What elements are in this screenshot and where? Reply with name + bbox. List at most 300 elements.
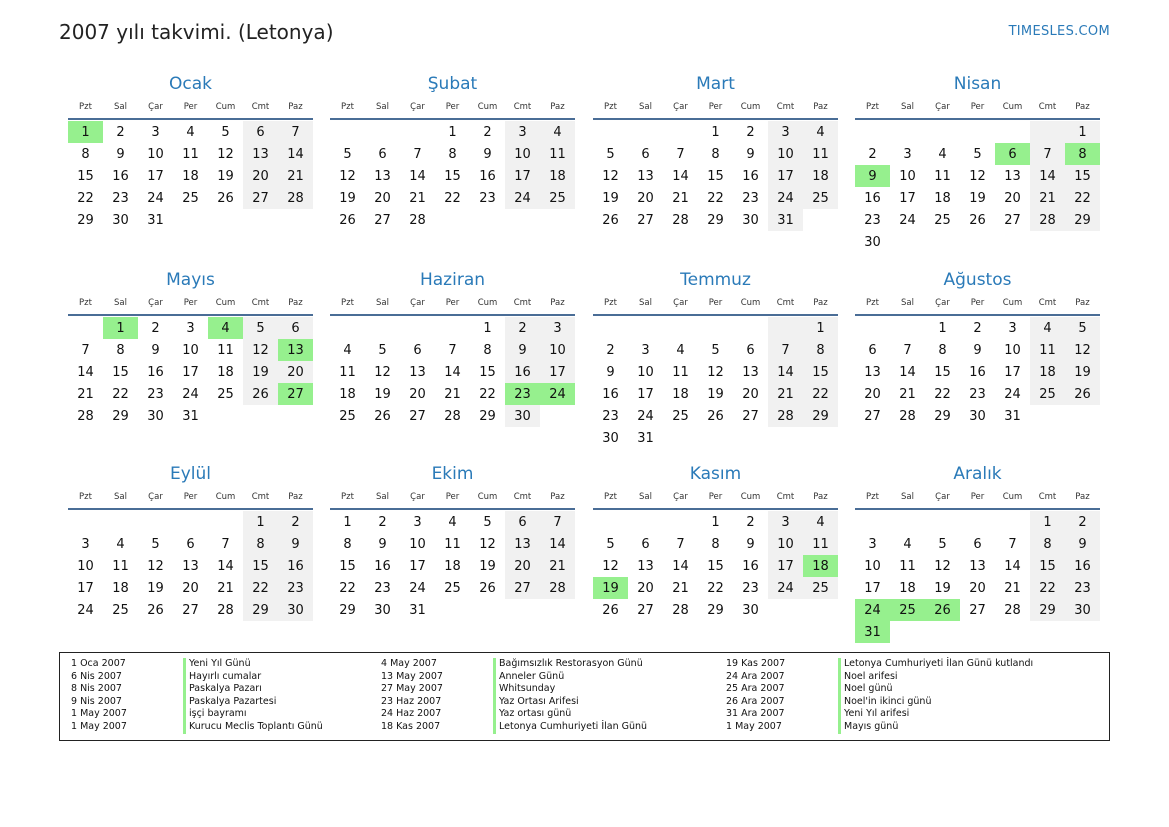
- day-cell[interactable]: 25: [803, 577, 838, 599]
- day-cell[interactable]: 5: [606, 146, 615, 162]
- day-cell[interactable]: 5: [378, 342, 387, 358]
- day-cell[interactable]: 24: [182, 386, 199, 402]
- day-cell[interactable]: 2: [746, 514, 755, 530]
- day-cell[interactable]: 25: [803, 187, 838, 209]
- day-cell[interactable]: 18: [803, 555, 838, 577]
- day-cell[interactable]: 21: [1030, 187, 1065, 209]
- day-cell[interactable]: 5: [151, 536, 160, 552]
- day-cell[interactable]: 11: [339, 364, 356, 380]
- day-cell[interactable]: 31: [768, 209, 803, 231]
- day-cell[interactable]: 30: [112, 212, 129, 228]
- day-cell[interactable]: 16: [374, 558, 391, 574]
- day-cell[interactable]: 17: [505, 165, 540, 187]
- day-cell[interactable]: 7: [278, 121, 313, 143]
- day-cell[interactable]: 3: [505, 121, 540, 143]
- day-cell[interactable]: 16: [278, 555, 313, 577]
- day-cell[interactable]: 10: [182, 342, 199, 358]
- day-cell[interactable]: 17: [182, 364, 199, 380]
- day-cell[interactable]: 17: [768, 555, 803, 577]
- day-cell[interactable]: 21: [672, 580, 689, 596]
- day-cell[interactable]: 26: [339, 212, 356, 228]
- day-cell[interactable]: 20: [742, 386, 759, 402]
- day-cell[interactable]: 31: [147, 212, 164, 228]
- day-cell[interactable]: 21: [899, 386, 916, 402]
- day-cell[interactable]: 6: [378, 146, 387, 162]
- day-cell[interactable]: 22: [77, 190, 94, 206]
- day-cell[interactable]: 4: [903, 536, 912, 552]
- day-cell[interactable]: 30: [1065, 599, 1100, 621]
- day-cell[interactable]: 2: [868, 146, 877, 162]
- day-cell[interactable]: 29: [112, 408, 129, 424]
- day-cell[interactable]: 12: [374, 364, 391, 380]
- day-cell[interactable]: 18: [672, 386, 689, 402]
- day-cell[interactable]: 17: [147, 168, 164, 184]
- day-cell[interactable]: 7: [903, 342, 912, 358]
- day-cell[interactable]: 26: [707, 408, 724, 424]
- day-cell[interactable]: 29: [77, 212, 94, 228]
- day-cell[interactable]: 19: [243, 361, 278, 383]
- day-cell[interactable]: 1: [103, 317, 138, 339]
- day-cell[interactable]: 20: [505, 555, 540, 577]
- day-cell[interactable]: 31: [1004, 408, 1021, 424]
- day-cell[interactable]: 18: [540, 165, 575, 187]
- day-cell[interactable]: 17: [899, 190, 916, 206]
- day-cell[interactable]: 18: [112, 580, 129, 596]
- day-cell[interactable]: 8: [483, 342, 492, 358]
- day-cell[interactable]: 29: [1030, 599, 1065, 621]
- day-cell[interactable]: 26: [602, 602, 619, 618]
- day-cell[interactable]: 23: [742, 190, 759, 206]
- day-cell[interactable]: 28: [409, 212, 426, 228]
- day-cell[interactable]: 6: [746, 342, 755, 358]
- day-cell[interactable]: 1: [343, 514, 352, 530]
- day-cell[interactable]: 14: [768, 361, 803, 383]
- day-cell[interactable]: 16: [969, 364, 986, 380]
- day-cell[interactable]: 19: [934, 580, 951, 596]
- day-cell[interactable]: 25: [112, 602, 129, 618]
- day-cell[interactable]: 7: [448, 342, 457, 358]
- day-cell[interactable]: 5: [343, 146, 352, 162]
- day-cell[interactable]: 15: [803, 361, 838, 383]
- day-cell[interactable]: 17: [864, 580, 881, 596]
- day-cell[interactable]: 21: [540, 555, 575, 577]
- day-cell[interactable]: 27: [864, 408, 881, 424]
- day-cell[interactable]: 29: [479, 408, 496, 424]
- day-cell[interactable]: 3: [768, 511, 803, 533]
- day-cell[interactable]: 5: [973, 146, 982, 162]
- day-cell[interactable]: 7: [413, 146, 422, 162]
- day-cell[interactable]: 21: [444, 386, 461, 402]
- day-cell[interactable]: 19: [479, 558, 496, 574]
- day-cell[interactable]: 10: [409, 536, 426, 552]
- day-cell[interactable]: 8: [938, 342, 947, 358]
- day-cell[interactable]: 14: [899, 364, 916, 380]
- day-cell[interactable]: 31: [182, 408, 199, 424]
- day-cell[interactable]: 4: [448, 514, 457, 530]
- day-cell[interactable]: 9: [483, 146, 492, 162]
- day-cell[interactable]: 8: [343, 536, 352, 552]
- day-cell[interactable]: 6: [868, 342, 877, 358]
- day-cell[interactable]: 11: [444, 536, 461, 552]
- day-cell[interactable]: 29: [803, 405, 838, 427]
- day-cell[interactable]: 16: [112, 168, 129, 184]
- day-cell[interactable]: 19: [602, 190, 619, 206]
- day-cell[interactable]: 13: [278, 339, 313, 361]
- day-cell[interactable]: 6: [995, 143, 1030, 165]
- day-cell[interactable]: 27: [243, 187, 278, 209]
- day-cell[interactable]: 12: [243, 339, 278, 361]
- day-cell[interactable]: 27: [1004, 212, 1021, 228]
- day-cell[interactable]: 28: [1004, 602, 1021, 618]
- day-cell[interactable]: 12: [602, 558, 619, 574]
- day-cell[interactable]: 28: [444, 408, 461, 424]
- day-cell[interactable]: 31: [855, 621, 890, 643]
- day-cell[interactable]: 3: [540, 317, 575, 339]
- day-cell[interactable]: 27: [505, 577, 540, 599]
- day-cell[interactable]: 15: [444, 168, 461, 184]
- day-cell[interactable]: 10: [147, 146, 164, 162]
- day-cell[interactable]: 4: [186, 124, 195, 140]
- day-cell[interactable]: 16: [1065, 555, 1100, 577]
- day-cell[interactable]: 15: [934, 364, 951, 380]
- day-cell[interactable]: 18: [899, 580, 916, 596]
- day-cell[interactable]: 13: [243, 143, 278, 165]
- day-cell[interactable]: 8: [711, 536, 720, 552]
- day-cell[interactable]: 25: [672, 408, 689, 424]
- day-cell[interactable]: 27: [742, 408, 759, 424]
- day-cell[interactable]: 25: [934, 212, 951, 228]
- day-cell[interactable]: 30: [969, 408, 986, 424]
- day-cell[interactable]: 2: [746, 124, 755, 140]
- day-cell[interactable]: 19: [969, 190, 986, 206]
- day-cell[interactable]: 9: [746, 146, 755, 162]
- day-cell[interactable]: 3: [903, 146, 912, 162]
- day-cell[interactable]: 14: [672, 558, 689, 574]
- day-cell[interactable]: 27: [969, 602, 986, 618]
- day-cell[interactable]: 15: [339, 558, 356, 574]
- day-cell[interactable]: 4: [938, 146, 947, 162]
- day-cell[interactable]: 8: [711, 146, 720, 162]
- day-cell[interactable]: 25: [1030, 383, 1065, 405]
- day-cell[interactable]: 1: [483, 320, 492, 336]
- day-cell[interactable]: 30: [505, 405, 540, 427]
- day-cell[interactable]: 3: [413, 514, 422, 530]
- day-cell[interactable]: 1: [1065, 121, 1100, 143]
- day-cell[interactable]: 14: [672, 168, 689, 184]
- day-cell[interactable]: 22: [1065, 187, 1100, 209]
- day-cell[interactable]: 13: [864, 364, 881, 380]
- day-cell[interactable]: 13: [409, 364, 426, 380]
- day-cell[interactable]: 16: [742, 168, 759, 184]
- day-cell[interactable]: 20: [637, 190, 654, 206]
- day-cell[interactable]: 27: [278, 383, 313, 405]
- day-cell[interactable]: 11: [672, 364, 689, 380]
- day-cell[interactable]: 27: [637, 212, 654, 228]
- day-cell[interactable]: 20: [1004, 190, 1021, 206]
- day-cell[interactable]: 5: [243, 317, 278, 339]
- day-cell[interactable]: 3: [641, 342, 650, 358]
- day-cell[interactable]: 17: [768, 165, 803, 187]
- day-cell[interactable]: 4: [540, 121, 575, 143]
- day-cell[interactable]: 20: [637, 580, 654, 596]
- day-cell[interactable]: 26: [479, 580, 496, 596]
- day-cell[interactable]: 18: [182, 168, 199, 184]
- day-cell[interactable]: 16: [479, 168, 496, 184]
- day-cell[interactable]: 9: [505, 339, 540, 361]
- day-cell[interactable]: 19: [217, 168, 234, 184]
- day-cell[interactable]: 11: [217, 342, 234, 358]
- day-cell[interactable]: 29: [707, 212, 724, 228]
- day-cell[interactable]: 29: [1065, 209, 1100, 231]
- day-cell[interactable]: 20: [278, 361, 313, 383]
- day-cell[interactable]: 4: [803, 511, 838, 533]
- day-cell[interactable]: 21: [77, 386, 94, 402]
- day-cell[interactable]: 27: [374, 212, 391, 228]
- day-cell[interactable]: 26: [969, 212, 986, 228]
- day-cell[interactable]: 28: [217, 602, 234, 618]
- day-cell[interactable]: 25: [540, 187, 575, 209]
- day-cell[interactable]: 28: [768, 405, 803, 427]
- day-cell[interactable]: 30: [147, 408, 164, 424]
- day-cell[interactable]: 4: [116, 536, 125, 552]
- day-cell[interactable]: 11: [803, 533, 838, 555]
- day-cell[interactable]: 12: [934, 558, 951, 574]
- day-cell[interactable]: 17: [409, 558, 426, 574]
- day-cell[interactable]: 1: [711, 124, 720, 140]
- day-cell[interactable]: 10: [768, 533, 803, 555]
- day-cell[interactable]: 15: [77, 168, 94, 184]
- day-cell[interactable]: 9: [973, 342, 982, 358]
- day-cell[interactable]: 8: [803, 339, 838, 361]
- day-cell[interactable]: 23: [742, 580, 759, 596]
- day-cell[interactable]: 25: [217, 386, 234, 402]
- day-cell[interactable]: 3: [151, 124, 160, 140]
- day-cell[interactable]: 19: [339, 190, 356, 206]
- day-cell[interactable]: 16: [147, 364, 164, 380]
- day-cell[interactable]: 6: [641, 536, 650, 552]
- day-cell[interactable]: 4: [1030, 317, 1065, 339]
- day-cell[interactable]: 22: [243, 577, 278, 599]
- day-cell[interactable]: 22: [112, 386, 129, 402]
- day-cell[interactable]: 14: [1004, 558, 1021, 574]
- day-cell[interactable]: 6: [973, 536, 982, 552]
- day-cell[interactable]: 3: [768, 121, 803, 143]
- day-cell[interactable]: 31: [637, 430, 654, 446]
- day-cell[interactable]: 4: [803, 121, 838, 143]
- day-cell[interactable]: 9: [606, 364, 615, 380]
- day-cell[interactable]: 14: [409, 168, 426, 184]
- day-cell[interactable]: 16: [742, 558, 759, 574]
- day-cell[interactable]: 24: [1004, 386, 1021, 402]
- day-cell[interactable]: 26: [243, 383, 278, 405]
- day-cell[interactable]: 30: [602, 430, 619, 446]
- day-cell[interactable]: 25: [890, 599, 925, 621]
- day-cell[interactable]: 24: [899, 212, 916, 228]
- day-cell[interactable]: 14: [540, 533, 575, 555]
- day-cell[interactable]: 24: [147, 190, 164, 206]
- day-cell[interactable]: 20: [182, 580, 199, 596]
- day-cell[interactable]: 12: [969, 168, 986, 184]
- day-cell[interactable]: 1: [938, 320, 947, 336]
- day-cell[interactable]: 25: [182, 190, 199, 206]
- day-cell[interactable]: 24: [540, 383, 575, 405]
- day-cell[interactable]: 2: [606, 342, 615, 358]
- day-cell[interactable]: 18: [444, 558, 461, 574]
- day-cell[interactable]: 18: [217, 364, 234, 380]
- day-cell[interactable]: 6: [243, 121, 278, 143]
- brand-link[interactable]: TIMESLES.COM: [1008, 24, 1110, 39]
- day-cell[interactable]: 1: [711, 514, 720, 530]
- day-cell[interactable]: 11: [803, 143, 838, 165]
- day-cell[interactable]: 23: [278, 577, 313, 599]
- day-cell[interactable]: 23: [1065, 577, 1100, 599]
- day-cell[interactable]: 12: [147, 558, 164, 574]
- day-cell[interactable]: 13: [182, 558, 199, 574]
- day-cell[interactable]: 20: [243, 165, 278, 187]
- day-cell[interactable]: 5: [938, 536, 947, 552]
- day-cell[interactable]: 26: [1065, 383, 1100, 405]
- day-cell[interactable]: 4: [676, 342, 685, 358]
- day-cell[interactable]: 2: [378, 514, 387, 530]
- day-cell[interactable]: 2: [1065, 511, 1100, 533]
- day-cell[interactable]: 8: [448, 146, 457, 162]
- day-cell[interactable]: 23: [374, 580, 391, 596]
- day-cell[interactable]: 7: [676, 146, 685, 162]
- day-cell[interactable]: 12: [339, 168, 356, 184]
- day-cell[interactable]: 20: [864, 386, 881, 402]
- day-cell[interactable]: 28: [672, 212, 689, 228]
- day-cell[interactable]: 23: [479, 190, 496, 206]
- day-cell[interactable]: 17: [1004, 364, 1021, 380]
- day-cell[interactable]: 30: [742, 212, 759, 228]
- day-cell[interactable]: 11: [934, 168, 951, 184]
- day-cell[interactable]: 5: [606, 536, 615, 552]
- day-cell[interactable]: 7: [768, 339, 803, 361]
- day-cell[interactable]: 13: [637, 558, 654, 574]
- day-cell[interactable]: 26: [602, 212, 619, 228]
- day-cell[interactable]: 19: [147, 580, 164, 596]
- day-cell[interactable]: 10: [864, 558, 881, 574]
- day-cell[interactable]: 3: [186, 320, 195, 336]
- day-cell[interactable]: 5: [221, 124, 230, 140]
- day-cell[interactable]: 9: [855, 165, 890, 187]
- day-cell[interactable]: 26: [147, 602, 164, 618]
- day-cell[interactable]: 24: [409, 580, 426, 596]
- day-cell[interactable]: 2: [278, 511, 313, 533]
- day-cell[interactable]: 24: [768, 577, 803, 599]
- day-cell[interactable]: 1: [448, 124, 457, 140]
- day-cell[interactable]: 20: [374, 190, 391, 206]
- day-cell[interactable]: 7: [540, 511, 575, 533]
- day-cell[interactable]: 12: [217, 146, 234, 162]
- day-cell[interactable]: 28: [672, 602, 689, 618]
- day-cell[interactable]: 29: [339, 602, 356, 618]
- day-cell[interactable]: 18: [803, 165, 838, 187]
- day-cell[interactable]: 8: [1065, 143, 1100, 165]
- day-cell[interactable]: 8: [81, 146, 90, 162]
- day-cell[interactable]: 14: [217, 558, 234, 574]
- day-cell[interactable]: 9: [116, 146, 125, 162]
- day-cell[interactable]: 4: [208, 317, 243, 339]
- day-cell[interactable]: 10: [505, 143, 540, 165]
- day-cell[interactable]: 13: [1004, 168, 1021, 184]
- day-cell[interactable]: 27: [409, 408, 426, 424]
- day-cell[interactable]: 11: [112, 558, 129, 574]
- day-cell[interactable]: 20: [969, 580, 986, 596]
- day-cell[interactable]: 1: [243, 511, 278, 533]
- day-cell[interactable]: 9: [151, 342, 160, 358]
- day-cell[interactable]: 17: [77, 580, 94, 596]
- day-cell[interactable]: 16: [602, 386, 619, 402]
- day-cell[interactable]: 19: [707, 386, 724, 402]
- day-cell[interactable]: 2: [151, 320, 160, 336]
- day-cell[interactable]: 15: [1065, 165, 1100, 187]
- day-cell[interactable]: 16: [505, 361, 540, 383]
- day-cell[interactable]: 11: [540, 143, 575, 165]
- day-cell[interactable]: 29: [707, 602, 724, 618]
- day-cell[interactable]: 15: [243, 555, 278, 577]
- day-cell[interactable]: 7: [1008, 536, 1017, 552]
- day-cell[interactable]: 13: [742, 364, 759, 380]
- day-cell[interactable]: 15: [707, 168, 724, 184]
- day-cell[interactable]: 14: [278, 143, 313, 165]
- day-cell[interactable]: 21: [409, 190, 426, 206]
- day-cell[interactable]: 23: [112, 190, 129, 206]
- day-cell[interactable]: 8: [116, 342, 125, 358]
- day-cell[interactable]: 19: [1065, 361, 1100, 383]
- day-cell[interactable]: 15: [479, 364, 496, 380]
- day-cell[interactable]: 3: [868, 536, 877, 552]
- day-cell[interactable]: 12: [479, 536, 496, 552]
- day-cell[interactable]: 12: [707, 364, 724, 380]
- day-cell[interactable]: 31: [409, 602, 426, 618]
- day-cell[interactable]: 11: [899, 558, 916, 574]
- day-cell[interactable]: 25: [339, 408, 356, 424]
- day-cell[interactable]: 14: [444, 364, 461, 380]
- day-cell[interactable]: 14: [77, 364, 94, 380]
- day-cell[interactable]: 23: [147, 386, 164, 402]
- day-cell[interactable]: 22: [803, 383, 838, 405]
- day-cell[interactable]: 15: [1030, 555, 1065, 577]
- day-cell[interactable]: 21: [672, 190, 689, 206]
- day-cell[interactable]: 8: [1030, 533, 1065, 555]
- day-cell[interactable]: 24: [637, 408, 654, 424]
- day-cell[interactable]: 8: [243, 533, 278, 555]
- day-cell[interactable]: 2: [116, 124, 125, 140]
- day-cell[interactable]: 28: [899, 408, 916, 424]
- day-cell[interactable]: 14: [1030, 165, 1065, 187]
- day-cell[interactable]: 7: [221, 536, 230, 552]
- day-cell[interactable]: 24: [505, 187, 540, 209]
- day-cell[interactable]: 3: [81, 536, 90, 552]
- day-cell[interactable]: 7: [81, 342, 90, 358]
- day-cell[interactable]: 6: [641, 146, 650, 162]
- day-cell[interactable]: 28: [1030, 209, 1065, 231]
- day-cell[interactable]: 21: [1004, 580, 1021, 596]
- day-cell[interactable]: 26: [217, 190, 234, 206]
- day-cell[interactable]: 17: [540, 361, 575, 383]
- day-cell[interactable]: 12: [1065, 339, 1100, 361]
- day-cell[interactable]: 22: [1030, 577, 1065, 599]
- day-cell[interactable]: 20: [409, 386, 426, 402]
- day-cell[interactable]: 9: [1065, 533, 1100, 555]
- day-cell[interactable]: 23: [602, 408, 619, 424]
- day-cell[interactable]: 17: [637, 386, 654, 402]
- day-cell[interactable]: 24: [855, 599, 890, 621]
- day-cell[interactable]: 5: [483, 514, 492, 530]
- day-cell[interactable]: 27: [637, 602, 654, 618]
- day-cell[interactable]: 22: [339, 580, 356, 596]
